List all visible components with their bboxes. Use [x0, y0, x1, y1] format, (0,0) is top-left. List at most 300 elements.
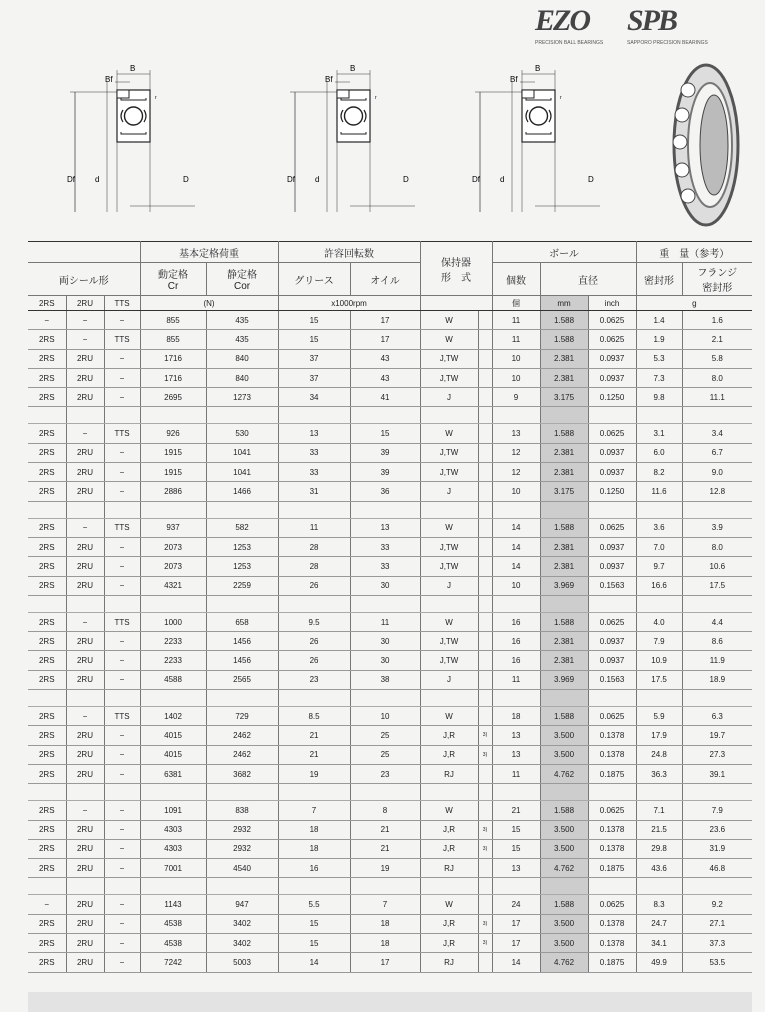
col-count: 9	[492, 388, 540, 407]
col-oil: 11	[350, 612, 420, 631]
col-dynamic: 2073	[140, 537, 206, 556]
col-grease: 21	[278, 726, 350, 745]
col-tts: −	[104, 895, 140, 914]
col-tts: TTS	[104, 330, 140, 349]
col-count: 17	[492, 914, 540, 933]
col-tts: −	[104, 820, 140, 839]
col-dynamic: 937	[140, 518, 206, 537]
col-oil: 15	[350, 424, 420, 443]
col-2rs: 2RS	[28, 537, 66, 556]
col-flange: 10.6	[682, 557, 752, 576]
col-sealed: 7.0	[636, 537, 682, 556]
col-2ru: 2RU	[66, 632, 104, 651]
col-inch: 0.0625	[588, 330, 636, 349]
col-grease: 15	[278, 311, 350, 330]
col-cage-note	[478, 707, 492, 726]
col-2ru: −	[66, 330, 104, 349]
col-flange: 1.6	[682, 311, 752, 330]
col-cage-note	[478, 349, 492, 368]
header-sealed: 密封形	[636, 263, 682, 296]
col-cage-note	[478, 311, 492, 330]
col-dynamic: 1915	[140, 443, 206, 462]
col-grease: 19	[278, 764, 350, 783]
col-sealed: 3.6	[636, 518, 682, 537]
ezo-logo: EZO	[535, 4, 589, 37]
col-grease: 26	[278, 651, 350, 670]
col-grease: 7	[278, 801, 350, 820]
table-row	[28, 764, 752, 783]
col-sealed: 7.9	[636, 632, 682, 651]
label-r: r	[155, 95, 157, 101]
col-flange: 27.1	[682, 914, 752, 933]
col-cage-note	[478, 482, 492, 501]
col-2rs: 2RS	[28, 707, 66, 726]
col-oil: 30	[350, 576, 420, 595]
col-flange: 8.6	[682, 632, 752, 651]
col-oil: 43	[350, 368, 420, 387]
table-row	[28, 726, 752, 745]
label-b: B	[130, 64, 136, 73]
unit-tts: TTS	[104, 296, 140, 311]
col-static: 582	[206, 518, 278, 537]
col-dynamic: 6381	[140, 764, 206, 783]
col-2ru: −	[66, 311, 104, 330]
table-row	[28, 839, 752, 858]
col-grease: 18	[278, 839, 350, 858]
col-sealed: 7.3	[636, 368, 682, 387]
col-cage: J,R	[420, 745, 478, 764]
col-2rs: 2RS	[28, 859, 66, 878]
table-row	[28, 576, 752, 595]
svg-text:Bf: Bf	[510, 75, 518, 84]
col-sealed: 6.0	[636, 443, 682, 462]
group-separator	[28, 690, 752, 707]
col-inch: 0.0937	[588, 651, 636, 670]
unit-count: 個	[492, 296, 540, 311]
col-sealed: 49.9	[636, 953, 682, 972]
header-allowable-speed: 許容回転数	[278, 242, 420, 263]
col-cage: W	[420, 518, 478, 537]
col-tts: −	[104, 859, 140, 878]
svg-text:Df: Df	[472, 175, 480, 184]
col-2rs: 2RS	[28, 576, 66, 595]
col-sealed: 5.3	[636, 349, 682, 368]
col-mm: 1.588	[540, 424, 588, 443]
col-flange: 11.1	[682, 388, 752, 407]
col-2ru: 2RU	[66, 934, 104, 953]
col-2rs: 2RS	[28, 934, 66, 953]
col-tts: −	[104, 443, 140, 462]
col-sealed: 29.8	[636, 839, 682, 858]
col-oil: 30	[350, 632, 420, 651]
col-oil: 21	[350, 820, 420, 839]
col-dynamic: 4015	[140, 745, 206, 764]
table-row	[28, 388, 752, 407]
col-tts: −	[104, 953, 140, 972]
col-oil: 8	[350, 801, 420, 820]
col-2ru: 2RU	[66, 895, 104, 914]
col-mm: 3.500	[540, 745, 588, 764]
col-mm: 2.381	[540, 537, 588, 556]
col-2rs: 2RS	[28, 632, 66, 651]
col-mm: 3.175	[540, 482, 588, 501]
col-grease: 14	[278, 953, 350, 972]
col-grease: 5.5	[278, 895, 350, 914]
col-sealed: 17.9	[636, 726, 682, 745]
col-mm: 1.588	[540, 801, 588, 820]
col-inch: 0.1378	[588, 820, 636, 839]
header-cage: 保持器 形 式	[420, 242, 492, 296]
col-mm: 2.381	[540, 651, 588, 670]
col-inch: 0.1563	[588, 670, 636, 689]
col-grease: 9.5	[278, 612, 350, 631]
col-tts: −	[104, 557, 140, 576]
table-row	[28, 632, 752, 651]
col-inch: 0.0625	[588, 707, 636, 726]
svg-text:d: d	[500, 175, 505, 184]
col-oil: 41	[350, 388, 420, 407]
col-2rs: −	[28, 895, 66, 914]
col-tts: −	[104, 651, 140, 670]
unit-mm: mm	[540, 296, 588, 311]
col-static: 3402	[206, 934, 278, 953]
col-tts: −	[104, 764, 140, 783]
col-inch: 0.1378	[588, 914, 636, 933]
col-tts: −	[104, 670, 140, 689]
col-cage-note: 3)	[478, 726, 492, 745]
col-count: 12	[492, 463, 540, 482]
col-count: 15	[492, 820, 540, 839]
col-sealed: 11.6	[636, 482, 682, 501]
col-2rs: 2RS	[28, 330, 66, 349]
col-dynamic: 4015	[140, 726, 206, 745]
col-sealed: 21.5	[636, 820, 682, 839]
col-cage-note	[478, 368, 492, 387]
col-cage: J	[420, 670, 478, 689]
col-dynamic: 1716	[140, 349, 206, 368]
col-cage-note	[478, 651, 492, 670]
col-dynamic: 2073	[140, 557, 206, 576]
col-sealed: 5.9	[636, 707, 682, 726]
col-cage-note	[478, 801, 492, 820]
col-grease: 26	[278, 632, 350, 651]
col-2ru: 2RU	[66, 557, 104, 576]
col-count: 11	[492, 670, 540, 689]
col-flange: 2.1	[682, 330, 752, 349]
col-oil: 25	[350, 745, 420, 764]
col-dynamic: 1402	[140, 707, 206, 726]
diagram-2ru	[472, 64, 600, 212]
col-dynamic: 4303	[140, 839, 206, 858]
col-dynamic: 1716	[140, 368, 206, 387]
svg-text:Bf: Bf	[325, 75, 333, 84]
col-flange: 12.8	[682, 482, 752, 501]
unit-g: g	[636, 296, 752, 311]
svg-text:Df: Df	[287, 175, 295, 184]
col-2rs: 2RS	[28, 953, 66, 972]
col-flange: 19.7	[682, 726, 752, 745]
col-tts: −	[104, 632, 140, 651]
col-inch: 0.0625	[588, 518, 636, 537]
col-count: 16	[492, 632, 540, 651]
col-tts: TTS	[104, 612, 140, 631]
bearing-photo-icon	[673, 65, 738, 225]
col-cage: W	[420, 707, 478, 726]
col-static: 1466	[206, 482, 278, 501]
bearing-diagrams	[60, 60, 760, 235]
table-row	[28, 463, 752, 482]
col-2ru: 2RU	[66, 651, 104, 670]
col-tts: −	[104, 745, 140, 764]
col-dynamic: 2233	[140, 651, 206, 670]
col-cage: W	[420, 424, 478, 443]
col-oil: 23	[350, 764, 420, 783]
col-cage-note	[478, 424, 492, 443]
col-tts: −	[104, 934, 140, 953]
col-sealed: 24.8	[636, 745, 682, 764]
col-flange: 9.0	[682, 463, 752, 482]
header-ball: ボール	[492, 242, 636, 263]
col-oil: 21	[350, 839, 420, 858]
col-mm: 4.762	[540, 859, 588, 878]
col-tts: −	[104, 839, 140, 858]
col-mm: 3.500	[540, 820, 588, 839]
col-2ru: 2RU	[66, 839, 104, 858]
col-dynamic: 1000	[140, 612, 206, 631]
col-count: 17	[492, 934, 540, 953]
col-mm: 2.381	[540, 368, 588, 387]
col-grease: 33	[278, 443, 350, 462]
col-tts: −	[104, 349, 140, 368]
col-static: 840	[206, 349, 278, 368]
col-count: 18	[492, 707, 540, 726]
col-oil: 18	[350, 934, 420, 953]
col-mm: 3.175	[540, 388, 588, 407]
col-count: 10	[492, 482, 540, 501]
table-row	[28, 330, 752, 349]
col-cage: J,TW	[420, 651, 478, 670]
col-inch: 0.0937	[588, 632, 636, 651]
col-2ru: −	[66, 801, 104, 820]
header-static: 静定格 Cor	[206, 263, 278, 296]
col-cage: J	[420, 576, 478, 595]
col-flange: 31.9	[682, 839, 752, 858]
col-cage: W	[420, 311, 478, 330]
col-static: 3402	[206, 914, 278, 933]
unit-rpm: x1000rpm	[278, 296, 420, 311]
col-static: 2932	[206, 820, 278, 839]
col-cage: J,TW	[420, 463, 478, 482]
col-2ru: 2RU	[66, 388, 104, 407]
col-oil: 43	[350, 349, 420, 368]
col-cage: RJ	[420, 859, 478, 878]
col-2rs: 2RS	[28, 368, 66, 387]
col-oil: 30	[350, 651, 420, 670]
col-tts: −	[104, 537, 140, 556]
col-grease: 37	[278, 349, 350, 368]
col-inch: 0.0937	[588, 557, 636, 576]
table-row	[28, 670, 752, 689]
col-cage: J,R	[420, 820, 478, 839]
col-2ru: 2RU	[66, 953, 104, 972]
table-row	[28, 745, 752, 764]
col-cage-note: 3)	[478, 914, 492, 933]
col-inch: 0.1250	[588, 482, 636, 501]
col-inch: 0.0625	[588, 895, 636, 914]
col-static: 3682	[206, 764, 278, 783]
col-grease: 18	[278, 820, 350, 839]
col-static: 1253	[206, 537, 278, 556]
col-grease: 28	[278, 557, 350, 576]
col-flange: 3.4	[682, 424, 752, 443]
svg-text:B: B	[535, 64, 541, 73]
col-grease: 37	[278, 368, 350, 387]
col-flange: 46.8	[682, 859, 752, 878]
col-cage: RJ	[420, 953, 478, 972]
col-oil: 25	[350, 726, 420, 745]
col-2rs: −	[28, 311, 66, 330]
col-oil: 17	[350, 330, 420, 349]
col-2rs: 2RS	[28, 518, 66, 537]
col-mm: 1.588	[540, 895, 588, 914]
col-2ru: 2RU	[66, 820, 104, 839]
col-cage-note	[478, 576, 492, 595]
col-static: 658	[206, 612, 278, 631]
col-flange: 5.8	[682, 349, 752, 368]
col-oil: 36	[350, 482, 420, 501]
col-2rs: 2RS	[28, 482, 66, 501]
header-seal-type: 両シール形	[28, 263, 140, 296]
col-static: 2462	[206, 726, 278, 745]
col-dynamic: 926	[140, 424, 206, 443]
col-flange: 6.3	[682, 707, 752, 726]
col-mm: 1.588	[540, 311, 588, 330]
col-2ru: −	[66, 612, 104, 631]
col-oil: 19	[350, 859, 420, 878]
col-cage: J,R	[420, 914, 478, 933]
col-count: 14	[492, 537, 540, 556]
col-flange: 6.7	[682, 443, 752, 462]
col-count: 24	[492, 895, 540, 914]
unit-n: (N)	[140, 296, 278, 311]
col-2rs: 2RS	[28, 839, 66, 858]
diagram-2rs	[287, 64, 415, 212]
group-separator	[28, 878, 752, 895]
col-cage: J,TW	[420, 632, 478, 651]
col-static: 1456	[206, 651, 278, 670]
col-sealed: 16.6	[636, 576, 682, 595]
brand-logos	[535, 4, 745, 50]
col-static: 838	[206, 801, 278, 820]
svg-text:r: r	[560, 95, 562, 101]
col-count: 10	[492, 576, 540, 595]
col-count: 21	[492, 801, 540, 820]
col-static: 2462	[206, 745, 278, 764]
col-cage-note: 3)	[478, 745, 492, 764]
col-2rs: 2RS	[28, 670, 66, 689]
col-2rs: 2RS	[28, 651, 66, 670]
col-count: 14	[492, 953, 540, 972]
col-dynamic: 4303	[140, 820, 206, 839]
col-cage-note	[478, 330, 492, 349]
col-cage: W	[420, 895, 478, 914]
col-count: 12	[492, 443, 540, 462]
col-2rs: 2RS	[28, 801, 66, 820]
col-cage-note	[478, 859, 492, 878]
col-static: 1041	[206, 463, 278, 482]
col-grease: 31	[278, 482, 350, 501]
col-tts: −	[104, 801, 140, 820]
col-inch: 0.1563	[588, 576, 636, 595]
table-row	[28, 707, 752, 726]
diagram-tts	[67, 64, 195, 212]
header-diameter: 直径	[540, 263, 636, 296]
col-grease: 16	[278, 859, 350, 878]
table-row	[28, 349, 752, 368]
col-inch: 0.1250	[588, 388, 636, 407]
col-inch: 0.0937	[588, 537, 636, 556]
col-tts: TTS	[104, 424, 140, 443]
col-dynamic: 4538	[140, 914, 206, 933]
col-cage-note	[478, 518, 492, 537]
col-cage-note	[478, 764, 492, 783]
col-2rs: 2RS	[28, 726, 66, 745]
col-mm: 2.381	[540, 443, 588, 462]
table-row	[28, 914, 752, 933]
col-tts: TTS	[104, 518, 140, 537]
col-tts: −	[104, 726, 140, 745]
group-separator	[28, 784, 752, 801]
col-sealed: 34.1	[636, 934, 682, 953]
col-sealed: 9.7	[636, 557, 682, 576]
col-2rs: 2RS	[28, 612, 66, 631]
col-2ru: 2RU	[66, 726, 104, 745]
col-dynamic: 2695	[140, 388, 206, 407]
col-inch: 0.1378	[588, 934, 636, 953]
col-count: 13	[492, 859, 540, 878]
table-row	[28, 934, 752, 953]
col-2rs: 2RS	[28, 424, 66, 443]
col-inch: 0.0937	[588, 368, 636, 387]
header-grease: グリース	[278, 263, 350, 296]
col-flange: 17.5	[682, 576, 752, 595]
col-sealed: 36.3	[636, 764, 682, 783]
col-flange: 39.1	[682, 764, 752, 783]
col-2rs: 2RS	[28, 443, 66, 462]
col-2ru: 2RU	[66, 670, 104, 689]
col-flange: 27.3	[682, 745, 752, 764]
col-cage-note: 3)	[478, 820, 492, 839]
col-dynamic: 2233	[140, 632, 206, 651]
col-flange: 9.2	[682, 895, 752, 914]
col-2rs: 2RS	[28, 764, 66, 783]
col-cage-note	[478, 632, 492, 651]
col-sealed: 8.2	[636, 463, 682, 482]
col-sealed: 1.9	[636, 330, 682, 349]
col-mm: 2.381	[540, 349, 588, 368]
table-row	[28, 557, 752, 576]
col-flange: 7.9	[682, 801, 752, 820]
col-count: 15	[492, 839, 540, 858]
col-inch: 0.0937	[588, 463, 636, 482]
col-2ru: 2RU	[66, 482, 104, 501]
table-row	[28, 859, 752, 878]
col-static: 1041	[206, 443, 278, 462]
col-mm: 3.969	[540, 576, 588, 595]
col-cage-note	[478, 463, 492, 482]
col-mm: 1.588	[540, 612, 588, 631]
col-grease: 34	[278, 388, 350, 407]
